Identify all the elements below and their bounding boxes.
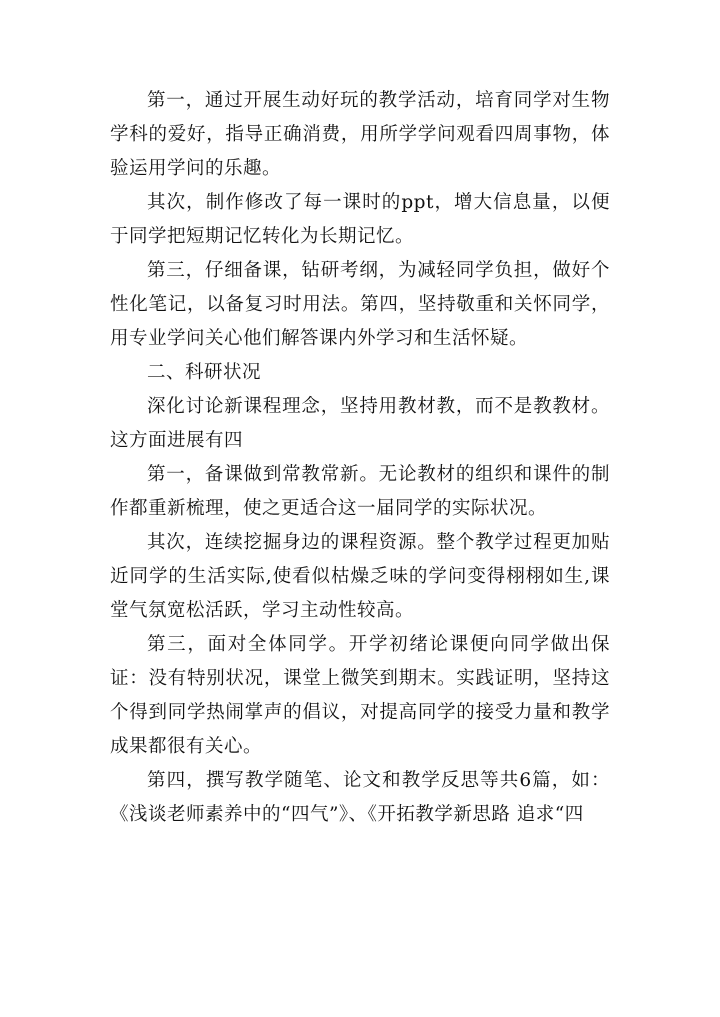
paragraph-5: 第一，备课做到常教常新。无论教材的组织和课件的制作都重新梳理，使之更适合这一届同学的实际状况。: [110, 464, 610, 519]
paragraph-6: 其次，连续挖掘身边的课程资源。整个教学过程更加贴近同学的生活实际,使看似枯燥乏味的学问变得栩栩如生,课堂气氛宽松活跃，学习主动性较高。: [110, 532, 610, 621]
paragraph-7: 第三，面对全体同学。开学初绪论课便向同学做出保证：没有特别状况，课堂上微笑到期末。实践证明，坚持这个得到同学热闹掌声的倡议，对提高同学的接受力量和教学成果都很有关心。: [110, 634, 610, 757]
paragraph-4: 深化讨论新课程理念，坚持用教材教，而不是教教材。这方面进展有四: [110, 396, 610, 451]
paragraph-3: 第三，仔细备课，钻研考纲，为减轻同学负担，做好个性化笔记，以备复习时用法。第四，坚持敬重和关怀同学，用专业学问关心他们解答课内外学习和生活怀疑。: [110, 260, 610, 349]
paragraph-1: 第一，通过开展生动好玩的教学活动，培育同学对生物学科的爱好，指导正确消费，用所学学问观看四周事物，体验运用学问的乐趣。: [110, 90, 610, 179]
section-heading: 二、科研状况: [147, 362, 262, 383]
paragraph-8: 第四，撰写教学随笔、论文和教学反思等共6篇，如：《浅谈老师素养中的“四气”》、《开拓教学新思路 追求“四: [110, 770, 610, 825]
document-body: [110, 84, 610, 832]
paragraph-2: 其次，制作修改了每一课时的ppt，增大信息量，以便于同学把短期记忆转化为长期记忆。: [110, 192, 610, 247]
